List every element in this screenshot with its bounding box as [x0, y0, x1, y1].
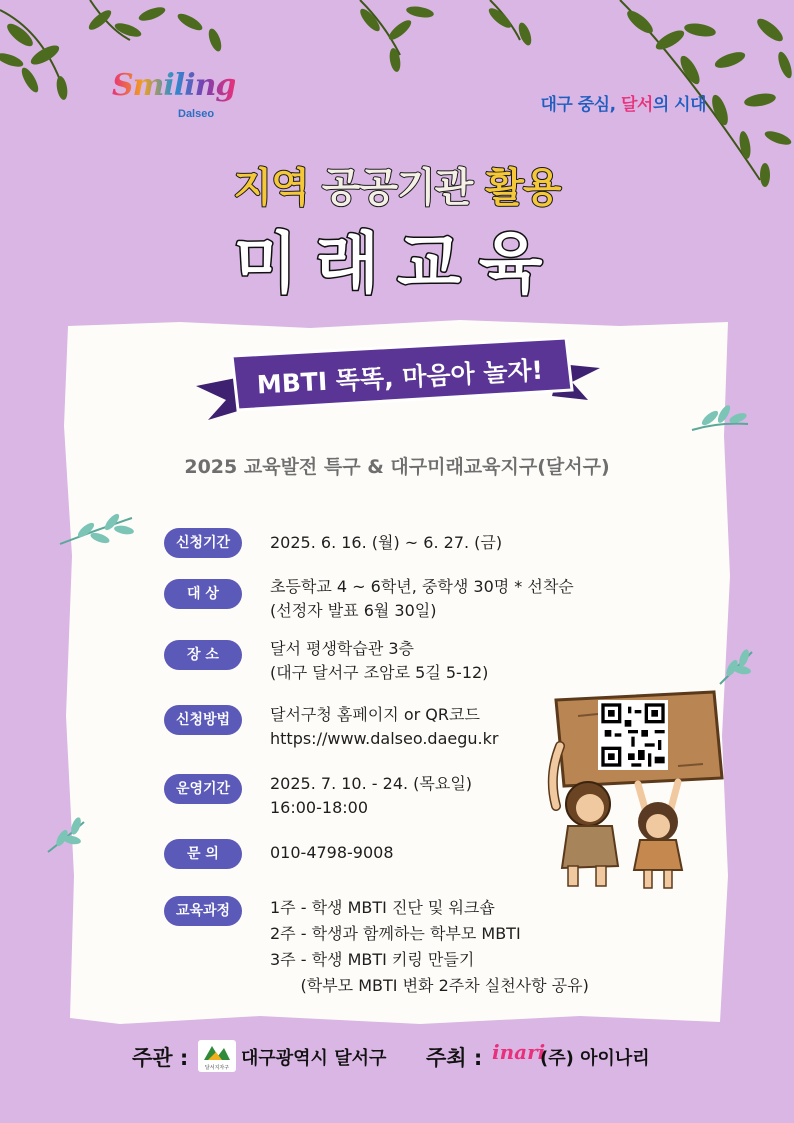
- value-line: 달서구청 홈페이지 or QR코드: [270, 705, 480, 724]
- slogan: [540, 90, 706, 115]
- banner-text: MBTI 똑똑, 마음아 놀자!: [256, 355, 544, 400]
- smiling-dalseo-logo: [112, 68, 247, 130]
- dalseo-district-logo: [198, 1040, 236, 1072]
- slogan-part-a: 대구 중심,: [540, 95, 621, 115]
- website-link[interactable]: https://www.dalseo.daegu.kr: [270, 729, 499, 748]
- leaf-sprig-icon: [56, 510, 136, 550]
- value-curriculum: [270, 895, 589, 999]
- curriculum-week-2: 2주 - 학생과 함께하는 학부모 MBTI: [270, 924, 521, 943]
- value-line: 달서 평생학습관 3층: [270, 639, 414, 658]
- slogan-part-b: 달서: [620, 95, 653, 115]
- label-operating-period: 운영기간: [164, 774, 242, 804]
- value-line: (선정자 발표 6월 30일): [270, 601, 437, 620]
- title-word-region: 지역: [233, 165, 322, 211]
- host-logo-text: 달서지자구: [204, 1065, 230, 1071]
- host-label: 주관 :: [132, 1046, 189, 1070]
- curriculum-week-1: 1주 - 학생 MBTI 진단 및 워크숍: [270, 898, 495, 917]
- subtitle: 2025 교육발전 특구 & 대구미래교육지구(달서구): [184, 456, 610, 478]
- organizer-label: 주최 :: [426, 1046, 483, 1070]
- footer: [0, 1040, 794, 1072]
- qr-code[interactable]: [598, 700, 668, 770]
- value-line: (대구 달서구 조암로 5길 5-12): [270, 663, 489, 682]
- value-target: [270, 575, 574, 623]
- title-word-institutions: 공공기관: [321, 165, 486, 211]
- organizer-name: (주) 아이나리: [540, 1048, 650, 1069]
- value-location: [270, 637, 488, 685]
- value-line: 2025. 6. 16. (월) ~ 6. 27. (금): [270, 533, 503, 552]
- curriculum-note: (학부모 MBTI 변화 2주차 실천사항 공유): [270, 976, 589, 995]
- leaf-sprig-icon: [688, 402, 752, 436]
- value-contact: [270, 841, 394, 865]
- value-line: 2025. 7. 10. - 24. (목요일): [270, 774, 473, 793]
- slogan-part-c: 의 시대: [652, 95, 706, 115]
- label-application-period: 신청기간: [164, 528, 242, 558]
- logo-wordmark: Smiling: [112, 68, 236, 103]
- phone-number[interactable]: 010-4798-9008: [270, 843, 394, 862]
- value-application-method: [270, 703, 498, 751]
- leaf-sprig-icon: [44, 816, 88, 856]
- leaf-sprig-icon: [716, 648, 756, 688]
- host-name: 대구광역시 달서구: [241, 1048, 387, 1069]
- title-line-1: [0, 156, 794, 213]
- label-target: 대 상: [164, 579, 242, 609]
- curriculum-week-3: 3주 - 학생 MBTI 키링 만들기: [270, 950, 475, 969]
- title-word-use: 활용: [485, 165, 561, 211]
- value-line: 초등학교 4 ~ 6학년, 중학생 30명 * 선착순: [270, 577, 574, 596]
- logo-subtext: Dalseo: [178, 108, 215, 120]
- label-location: 장 소: [164, 640, 242, 670]
- value-operating-period: [270, 772, 472, 820]
- label-contact: 문 의: [164, 839, 242, 869]
- label-application-method: 신청방법: [164, 705, 242, 735]
- value-application-period: [270, 531, 502, 555]
- label-curriculum: 교육과정: [164, 896, 242, 926]
- inari-logo: inari: [492, 1040, 546, 1064]
- value-line: 16:00-18:00: [270, 798, 368, 817]
- title-line-2: 미래교육: [233, 225, 561, 302]
